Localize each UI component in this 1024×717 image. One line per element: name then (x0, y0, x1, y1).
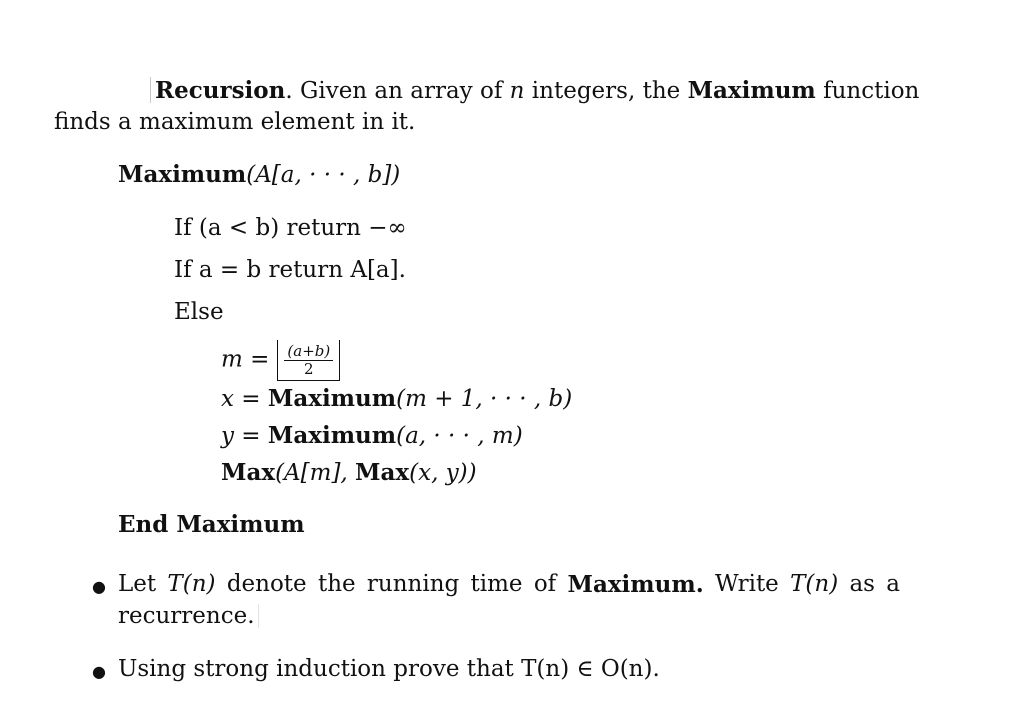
bullet-item-1-line-1 (118, 569, 900, 600)
recurrence-word: recurrence. (118, 603, 255, 629)
x-lhs: x = (221, 386, 268, 412)
fraction-numerator: (a+b) (284, 343, 333, 361)
word: Let (118, 571, 157, 597)
algo-line-return-max (221, 457, 477, 489)
max-args-inner: (x, y)) (409, 460, 477, 486)
fraction-denominator: 2 (304, 359, 314, 378)
word: denote (226, 571, 307, 597)
algo-line-midpoint (221, 340, 340, 381)
word: time (470, 571, 523, 597)
y-call-args: (a, · · · , m) (396, 423, 523, 449)
x-call-name: Maximum (267, 385, 397, 412)
n-variable: n (509, 78, 525, 104)
algo-line-y (221, 420, 523, 452)
fraction (284, 343, 333, 377)
word: Write (714, 571, 779, 597)
word: a (886, 571, 900, 597)
max-name-inner: Max (355, 459, 410, 486)
text-cursor-mark (258, 604, 259, 628)
algo-line-if-equal: If a = b return A[a]. (174, 257, 406, 283)
max-args-outer: (A[m], (275, 460, 356, 486)
word: the (317, 571, 356, 597)
bullet-marker-1: ● (92, 577, 106, 596)
text-cursor-mark (150, 77, 151, 103)
floor-bracket (277, 340, 340, 381)
maximum-term: Maximum (687, 77, 816, 104)
algo-line-else: Else (174, 299, 224, 325)
x-call-args: (m + 1, · · · , b) (396, 386, 573, 412)
bullet-item-1-line-2 (118, 601, 259, 632)
intro-text-a: . Given an array of (285, 78, 510, 104)
word: running (366, 571, 460, 597)
word: as (849, 571, 875, 597)
signature-name: Maximum (118, 161, 247, 188)
word: T(n) (790, 571, 839, 597)
intro-text-c: function (815, 78, 920, 104)
midpoint-lhs: m = (221, 346, 270, 373)
bullet-marker-2: ● (92, 662, 106, 681)
algo-line-if-less: If (a < b) return −∞ (174, 215, 407, 241)
word: Maximum. (567, 571, 704, 598)
intro-text-b: integers, the (524, 78, 688, 104)
bullet-item-2: Using strong induction prove that T(n) ∈ O(n). (118, 656, 660, 682)
algo-line-x (221, 383, 572, 415)
intro-line-2: finds a maximum element in it. (54, 109, 416, 135)
algorithm-signature (118, 159, 400, 191)
y-call-name: Maximum (267, 422, 397, 449)
signature-args: (A[a, · · · , b]) (246, 162, 401, 188)
word: of (533, 571, 557, 597)
intro-line-1 (150, 75, 919, 107)
y-lhs: y = (221, 423, 268, 449)
recursion-term: Recursion (155, 77, 286, 104)
word: T(n) (167, 571, 216, 597)
algorithm-end: End Maximum (118, 511, 305, 538)
max-name-outer: Max (221, 459, 276, 486)
